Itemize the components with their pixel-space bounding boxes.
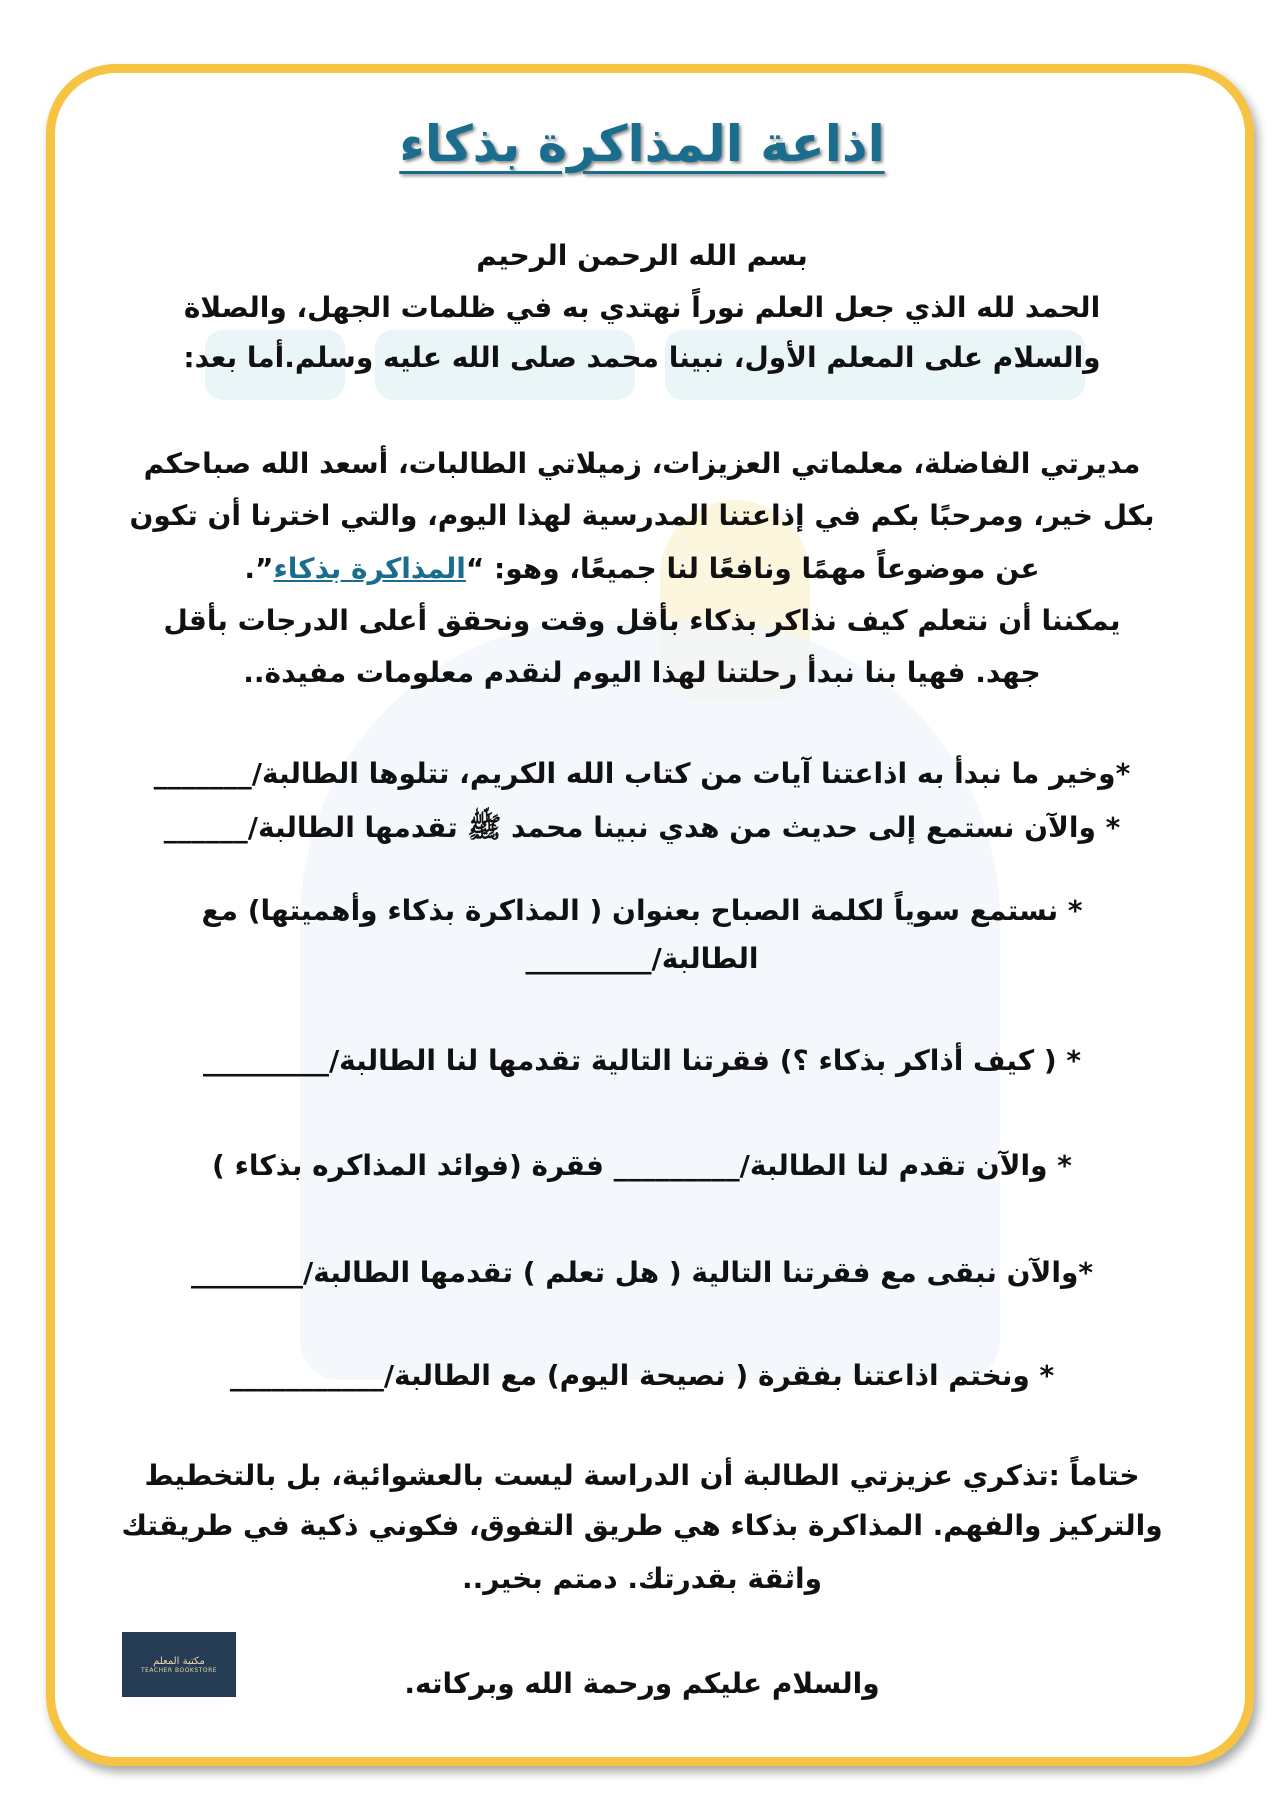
segment-morning-word-student: الطالبة/_________ xyxy=(525,942,759,975)
topic-prefix: عن موضوعاً مهمًا ونافعًا لنا جميعًا، وهو: “ xyxy=(465,552,1040,585)
segment-how-to-study: * ( كيف أذاكر بذكاء ؟) فقرتنا التالية تقدمها لنا الطالبة/_________ xyxy=(202,1044,1082,1077)
greeting-line: بكل خير، ومرحبًا بكم في إذاعتنا المدرسية لهذا اليوم، والتي اخترنا أن تكون xyxy=(129,499,1155,532)
topic-suffix: ”. xyxy=(244,552,274,585)
closing-line: والتركيز والفهم. المذاكرة بذكاء هي طريق التفوق، فكوني ذكية في طريقتك xyxy=(121,1509,1163,1542)
farewell: والسلام عليكم ورحمة الله وبركاته. xyxy=(404,1667,880,1700)
segment-benefits: * والآن تقدم لنا الطالبة/_________ فقرة (فوائد المذاكره بذكاء ) xyxy=(212,1149,1072,1182)
segment-morning-word: * نستمع سوياً لكلمة الصباح بعنوان ( المذاكرة بذكاء وأهميتها) مع xyxy=(201,894,1083,927)
bookstore-logo xyxy=(122,1632,236,1697)
segment-advice: * ونختم اذاعتنا بفقرة ( نصيحة اليوم) مع الطالبة/___________ xyxy=(229,1359,1055,1392)
topic-line xyxy=(100,549,1184,589)
basmala: بسم الله الرحمن الرحيم xyxy=(476,239,808,272)
page-title: اذاعة المذاكرة بذكاء xyxy=(399,115,885,173)
closing-line: ختاماً :تذكري عزيزتي الطالبة أن الدراسة ليست بالعشوائية، بل بالتخطيط xyxy=(144,1459,1140,1492)
segment-quran: *وخير ما نبدأ به اذاعتنا آيات من كتاب الله الكريم، تتلوها الطالبة/_______ xyxy=(153,757,1131,790)
logo-name-en: TEACHER BOOKSTORE xyxy=(140,1666,218,1674)
greeting-line: يمكننا أن نتعلم كيف نذاكر بذكاء بأقل وقت ونحقق أعلى الدرجات بأقل xyxy=(163,604,1121,637)
intro-line: والسلام على المعلم الأول، نبينا محمد صلى الله عليه وسلم.أما بعد: xyxy=(183,341,1101,374)
segment-did-you-know: *والآن نبقى مع فقرتنا التالية ( هل تعلم ) تقدمها الطالبة/________ xyxy=(190,1256,1094,1289)
closing-line: واثقة بقدرتك. دمتم بخير.. xyxy=(462,1562,822,1595)
intro-line: الحمد لله الذي جعل العلم نوراً نهتدي به في ظلمات الجهل، والصلاة xyxy=(183,291,1101,324)
topic-highlight: المذاكرة بذكاء xyxy=(273,552,466,585)
greeting-line: مديرتي الفاضلة، معلماتي العزيزات، زميلاتي الطالبات، أسعد الله صباحكم xyxy=(143,447,1141,480)
logo-name-ar: مكتبة المعلم xyxy=(153,1655,205,1667)
segment-hadith: * والآن نستمع إلى حديث من هدي نبينا محمد ﷺ تقدمها الطالبة/______ xyxy=(163,811,1121,844)
greeting-line: جهد. فهيا بنا نبدأ رحلتنا لهذا اليوم لنقدم معلومات مفيدة.. xyxy=(243,656,1041,689)
